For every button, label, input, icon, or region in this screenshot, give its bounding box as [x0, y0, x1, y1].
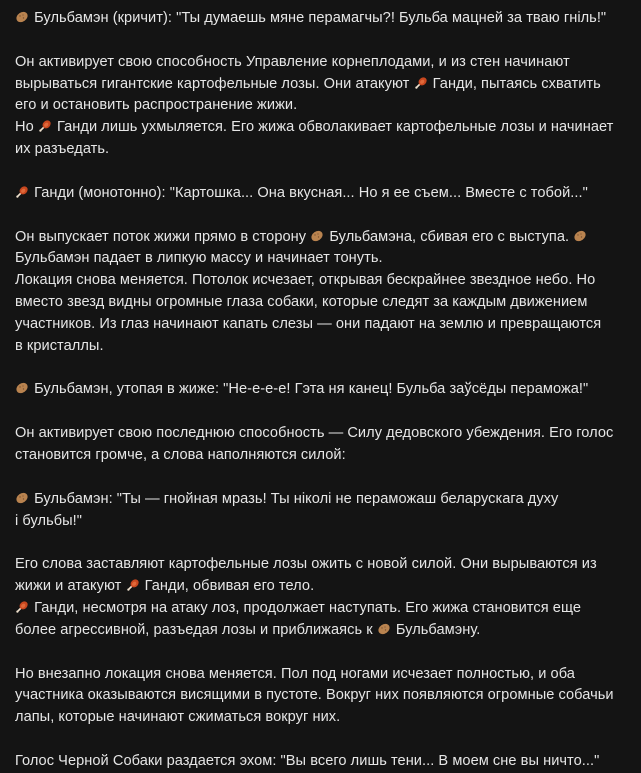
message-paragraph — [15, 379, 627, 401]
message-line — [15, 598, 627, 620]
message-paragraph — [15, 664, 627, 729]
message-line: Он активирует свою способность Управление корнеплодами, и из стен начинают — [15, 53, 570, 70]
message-paragraph — [15, 227, 627, 358]
message-line: участников. Из глаз начинают капать слезы — они падают на землю и превращаются — [15, 315, 602, 332]
message-line: его и остановить распространение жижи. — [15, 97, 298, 114]
message-line: Бульбамэн падает в липкую массу и начинает тонуть. — [15, 250, 383, 267]
message-line — [15, 576, 627, 598]
message-paragraph — [15, 183, 627, 205]
message-text: Бульбамэну. — [395, 621, 481, 638]
message-line: Локация снова меняется. Потолок исчезает, открывая бескрайнее звездное небо. Но — [15, 272, 596, 289]
potato-icon — [15, 491, 29, 505]
meat-icon — [15, 185, 29, 199]
message-text: вырываться гигантские картофельные лозы. Они атакуют — [15, 75, 410, 92]
message-text: Бульбамэн: "Ты — гнойная мразь! Ты ніколі не пераможаш беларускага духу — [34, 490, 559, 507]
message-line — [15, 183, 627, 205]
message-text: более агрессивной, разъедая лозы и приближаясь к — [15, 621, 373, 638]
message-line: лапы, которые начинают сжиматься вокруг них. — [15, 709, 341, 726]
potato-icon — [15, 10, 29, 24]
potato-icon — [573, 229, 587, 243]
message-paragraph — [15, 751, 627, 773]
message-paragraph — [15, 52, 627, 161]
message-line: Голос Черной Собаки раздается эхом: "Вы всего лишь тени... В моем сне вы ничто..." — [15, 752, 600, 769]
potato-icon — [310, 229, 324, 243]
message-text: Но — [15, 119, 34, 136]
message-line: Но внезапно локация снова меняется. Пол под ногами исчезает полностью, и оба — [15, 665, 575, 682]
potato-icon — [15, 381, 29, 395]
message-line: в кристаллы. — [15, 337, 104, 354]
message-paragraph — [15, 554, 627, 641]
message-line: Он активирует свою последнюю способность — Силу дедовского убеждения. Его голос — [15, 425, 614, 442]
message-text: Бульбамэн (кричит): "Ты думаешь мяне перамагчы?! Бульба мацней за тваю гніль!" — [34, 10, 607, 26]
message-line: становится громче, а слова наполняются силой: — [15, 446, 346, 463]
message-line — [15, 379, 627, 401]
potato-icon — [377, 622, 391, 636]
message-line — [15, 8, 627, 30]
message-text: Ганди, несмотря на атаку лоз, продолжает наступать. Его жижа становится еще — [34, 599, 582, 616]
meat-icon — [38, 119, 52, 133]
message-paragraph — [15, 423, 627, 467]
message-line: і бульбы!" — [15, 512, 83, 529]
message-line: Его слова заставляют картофельные лозы ожить с новой силой. Они вырываются из — [15, 556, 597, 573]
message-line — [15, 620, 627, 642]
message-line: вместо звезд видны огромные глаза собаки, которые следят за каждым движением — [15, 293, 588, 310]
meat-icon — [126, 578, 140, 592]
message-text: жижи и атакуют — [15, 578, 122, 595]
message-line — [15, 489, 627, 511]
message-line — [15, 117, 627, 139]
message-text: Ганди лишь ухмыляется. Его жижа обволакивает картофельные лозы и начинает — [56, 119, 614, 136]
meat-icon — [15, 600, 29, 614]
message-line: участника оказываются висящими в пустоте. Вокруг них появляются огромные собачьи — [15, 687, 614, 704]
message-text: Бульбамэна, сбивая его с выступа. — [329, 228, 570, 245]
message-text: Ганди (монотонно): "Картошка... Она вкусная... Но я ее съем... Вместе с тобой..." — [34, 184, 588, 201]
message-paragraph — [15, 489, 627, 533]
message-paragraph — [15, 8, 627, 30]
message-line: их разъедать. — [15, 140, 110, 157]
message-line — [15, 74, 627, 96]
message-text: Бульбамэн, утопая в жиже: "Не-е-е-е! Гэта ня канец! Бульба заўсёды пераможа!" — [34, 381, 589, 398]
message-line — [15, 227, 627, 249]
meat-icon — [414, 76, 428, 90]
message-text: Он выпускает поток жижи прямо в сторону — [15, 228, 307, 245]
message-text: Ганди, обвивая его тело. — [144, 578, 315, 595]
message-text: Ганди, пытаясь схватить — [432, 75, 601, 92]
